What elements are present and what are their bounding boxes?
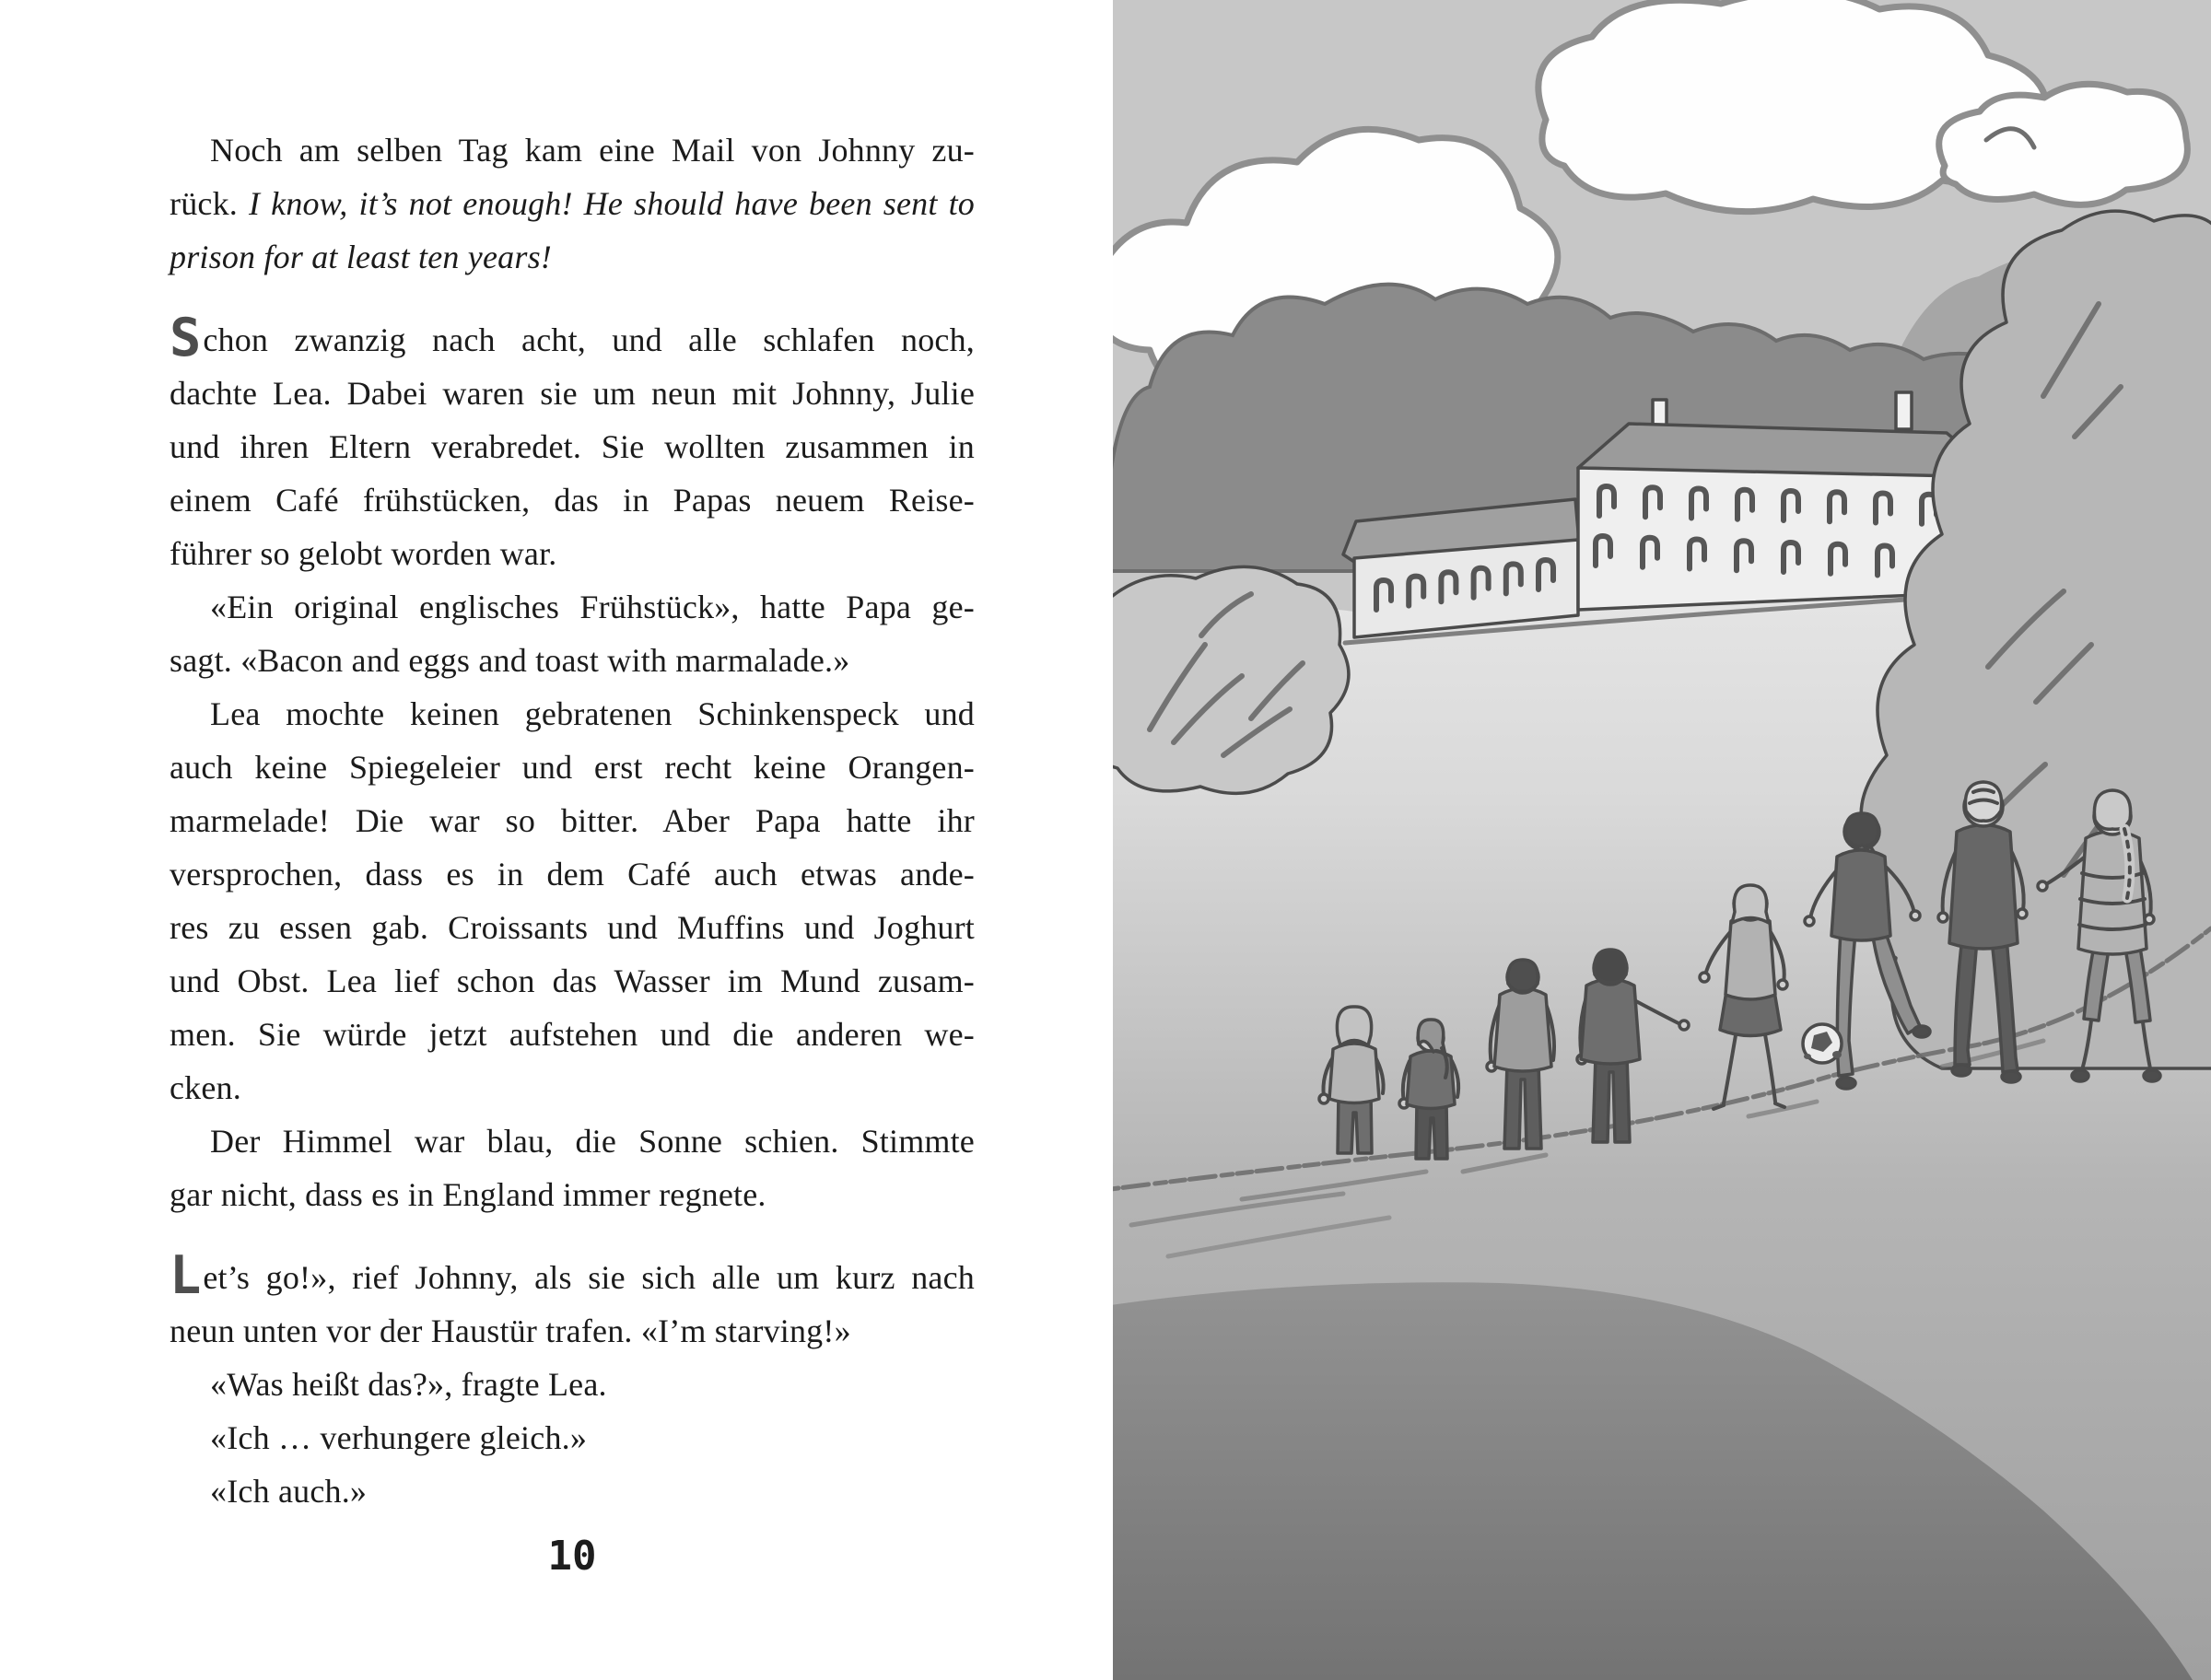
text-line: neun unten vor der Haustür trafen. «I’m starving!» xyxy=(170,1312,851,1349)
chimney-right xyxy=(1896,392,1912,429)
text-line: Schon zwanzig nach acht, und alle schlafen noch, xyxy=(170,308,975,368)
right-book-page xyxy=(1113,0,2211,1680)
text-line: «Ich … verhungere gleich.» xyxy=(210,1419,588,1456)
text-line: «Was heißt das?», fragte Lea. xyxy=(210,1366,607,1403)
text-line: und ihren Eltern verabredet. Sie wollten zusammen in xyxy=(170,428,975,465)
text-column xyxy=(170,123,975,1518)
page-number: 10 xyxy=(547,1533,597,1580)
text-line: prison for at least ten years! xyxy=(170,239,552,275)
text-line: men. Sie würde jetzt aufstehen und die anderen we- xyxy=(170,1016,975,1053)
text-line: versprochen, dass es in dem Café auch etwas ande- xyxy=(170,856,975,892)
text-line: «Ein original englisches Frühstück», hatte Papa ge- xyxy=(210,589,975,625)
text-line: «Ich auch.» xyxy=(210,1473,368,1510)
text-line: gar nicht, dass es in England immer regnete. xyxy=(170,1176,766,1213)
text-line: res zu essen gab. Croissants und Muffins und Joghurt xyxy=(170,909,975,946)
text-line: sagt. «Bacon and eggs and toast with marmalade.» xyxy=(170,642,850,679)
left-bush xyxy=(1113,566,1349,793)
text-line: auch keine Spiegeleier und erst recht keine Orangen- xyxy=(170,749,975,786)
text-line: cken. xyxy=(170,1069,241,1106)
text-line: und Obst. Lea lief schon das Wasser im Mund zusam- xyxy=(170,962,975,999)
text-line: Noch am selben Tag kam eine Mail von Johnny zu- xyxy=(210,132,975,169)
text-line: Lea mochte keinen gebratenen Schinkenspeck und xyxy=(210,695,975,732)
text-line: führer so gelobt worden war. xyxy=(170,535,557,572)
text-line: rück. I know, it’s not enough! He should have been sent to xyxy=(170,185,975,222)
text-line: marmelade! Die war so bitter. Aber Papa hatte ihr xyxy=(170,802,975,839)
soccer-ball xyxy=(1803,1024,1842,1063)
illustration-svg xyxy=(1113,0,2211,1680)
text-line: Let’s go!», rief Johnny, als sie sich alle um kurz nach xyxy=(170,1245,975,1306)
text-line: einem Café frühstücken, das in Papas neuem Reise- xyxy=(170,482,975,519)
text-line: dachte Lea. Dabei waren sie um neun mit Johnny, Julie xyxy=(170,375,975,412)
text-line: Der Himmel war blau, die Sonne schien. Stimmte xyxy=(210,1123,975,1160)
